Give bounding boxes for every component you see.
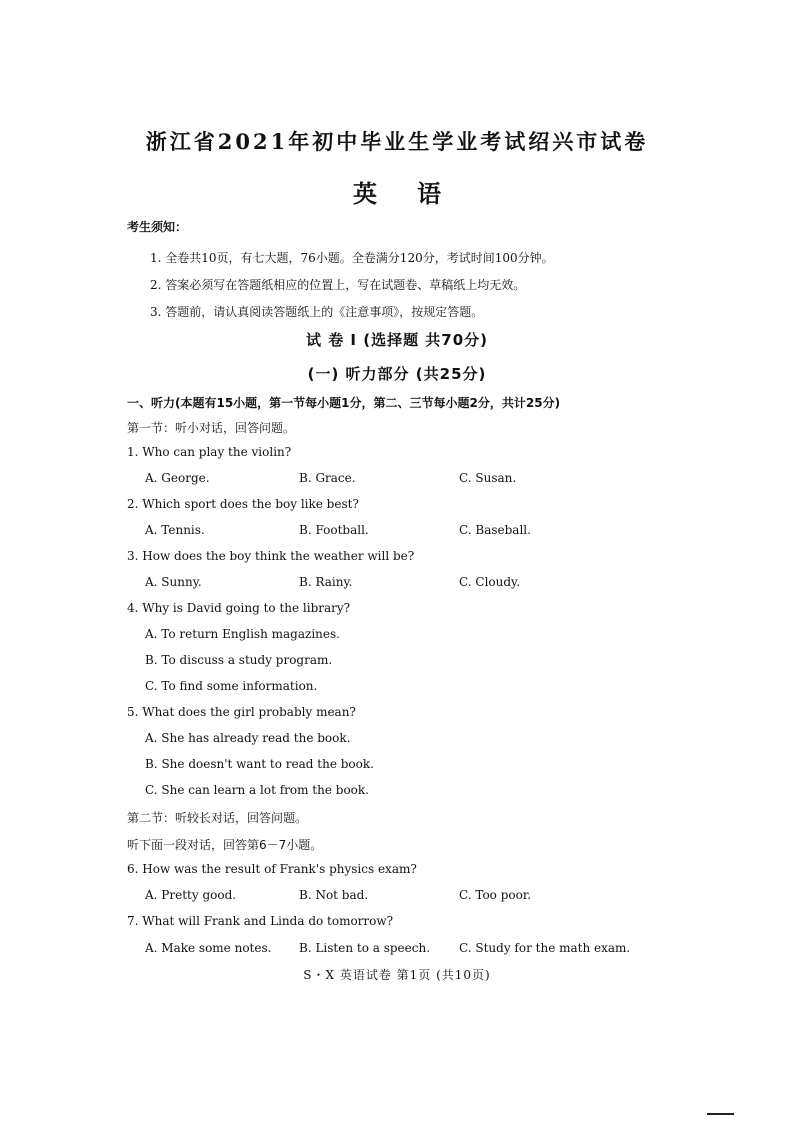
part-heading: (一) 听力部分 (共25分) [307,365,487,383]
question: 3. How does the boy think the weather will be? [127,549,415,563]
option: C. Cloudy. [459,575,521,589]
option: B. She doesn't want to read the book. [145,757,374,771]
option: B. Grace. [299,471,356,485]
option: C. Baseball. [459,523,531,537]
corner-mark [707,1113,734,1115]
question: 4. Why is David going to the library? [127,601,351,615]
notice-item: 2. 答案必须写在答题纸相应的位置上，写在试题卷、草稿纸上均无效。 [150,278,526,292]
paper-heading: 试 卷 Ⅰ (选择题 共70分) [305,331,489,349]
notice-item: 1. 全卷共10页，有七大题，76小题。全卷满分120分，考试时间100分钟。 [150,251,554,265]
option: A. George. [145,471,210,485]
option: A. Tennis. [145,523,205,537]
notice-item: 3. 答题前，请认真阅读答题纸上的《注意事项》，按规定答题。 [150,305,484,319]
question: 6. How was the result of Frank's physics exam? [127,862,417,876]
option: A. To return English magazines. [145,627,340,641]
subject-title: 英语 [353,179,481,208]
question: 7. What will Frank and Linda do tomorrow? [127,914,394,928]
option: C. Susan. [459,471,517,485]
option: B. Football. [299,523,369,537]
question: 5. What does the girl probably mean? [127,705,356,719]
option: C. She can learn a lot from the book. [145,783,369,797]
question: 2. Which sport does the boy like best? [127,497,359,511]
option: A. Sunny. [145,575,202,589]
option: B. Rainy. [299,575,353,589]
option: A. Make some notes. [145,941,272,955]
notice-heading: 考生须知： [127,220,188,234]
section1-heading: 第一节：听小对话，回答问题。 [127,421,296,435]
option: C. Study for the math exam. [459,941,631,955]
option: B. To discuss a study program. [145,653,333,667]
exam-title: 浙江省2021年初中毕业生学业考试绍兴市试卷 [145,129,649,154]
option: B. Listen to a speech. [299,941,431,955]
option: C. Too poor. [459,888,532,902]
section2-heading: 第二节：听较长对话，回答问题。 [127,811,308,825]
section2-subheading: 听下面一段对话，回答第6－7小题。 [127,838,323,852]
option: A. She has already read the book. [145,731,351,745]
option: B. Not bad. [299,888,369,902]
section-intro: 一、听力(本题有15小题，第一节每小题1分，第二、三节每小题2分，共计25分) [127,396,561,410]
option: A. Pretty good. [145,888,237,902]
question: 1. Who can play the violin? [127,445,292,459]
page-footer: S・X 英语试卷 第1页 (共10页) [303,968,491,982]
option: C. To find some information. [145,679,318,693]
